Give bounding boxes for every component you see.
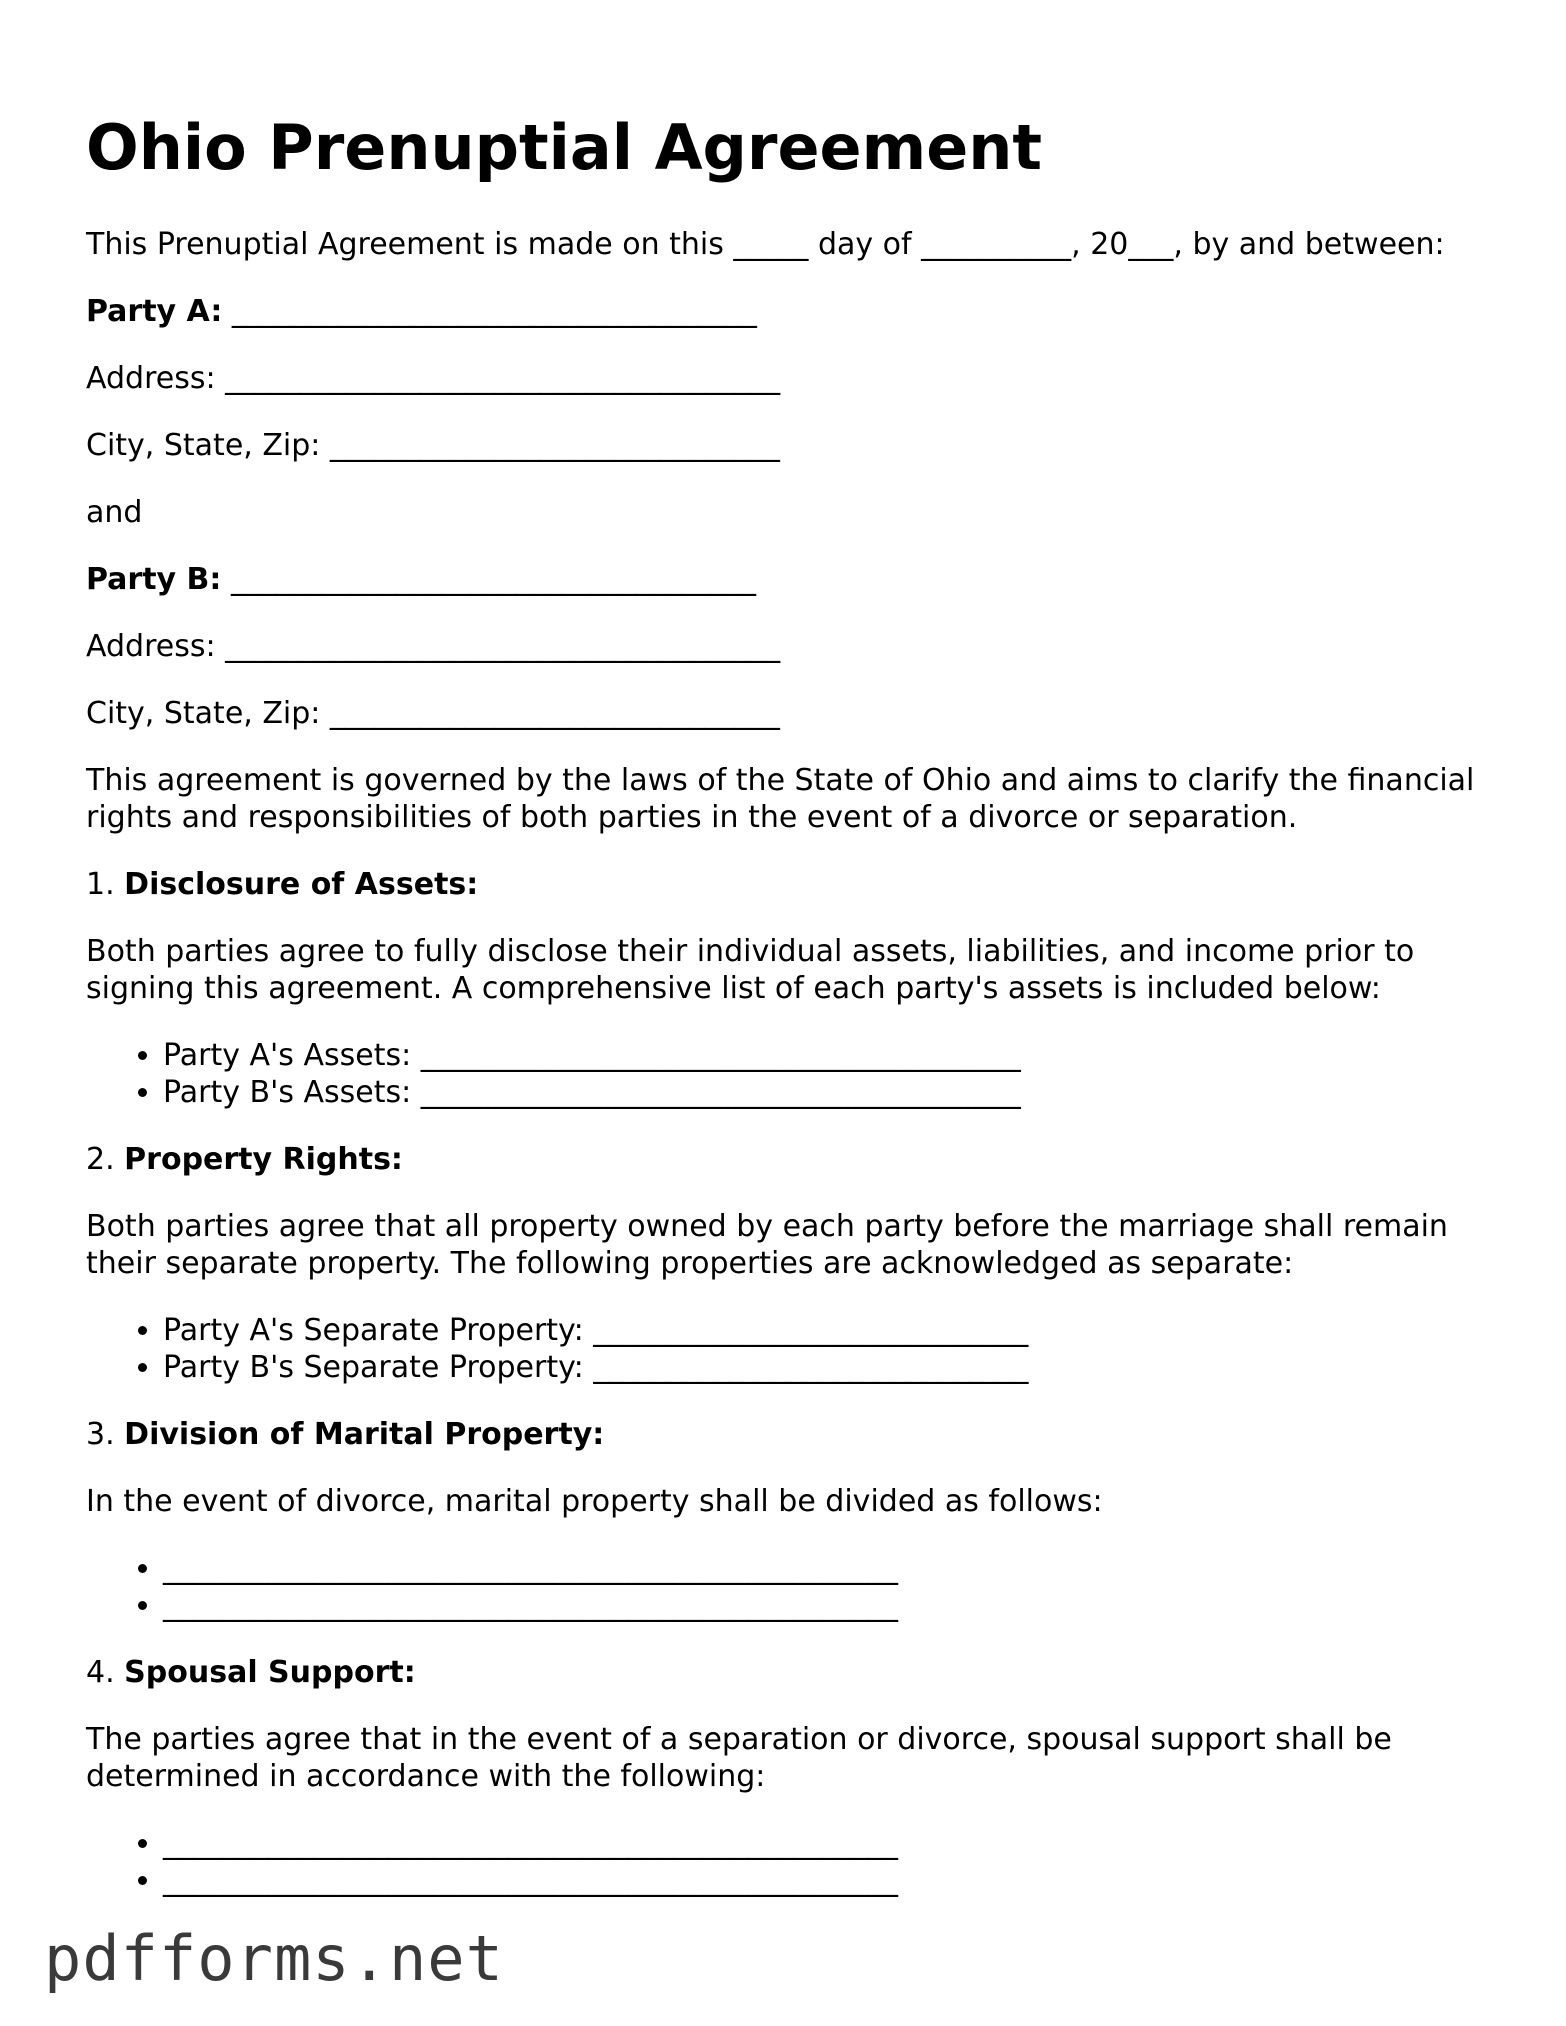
section-body: Both parties agree that all property owned by each party before the marriage shall remain their separate property. The following properties are acknowledged as separate: [86, 1209, 1448, 1281]
section-number: 4. [86, 1655, 115, 1690]
list-item: • Party B's Assets: ________________________________________ [163, 1074, 1506, 1111]
document-page [86, 108, 1506, 1929]
list-item: • Party A's Separate Property: _____________________________ [163, 1312, 1506, 1349]
section-title: Disclosure of Assets: [124, 867, 479, 902]
section-title: Property Rights: [124, 1142, 403, 1177]
section-list [86, 1550, 1506, 1624]
section-number: 3. [86, 1417, 115, 1452]
party-b-address: Address: _____________________________________ [86, 629, 781, 664]
party-b-label: Party B: [86, 562, 222, 597]
section-number: 1. [86, 867, 115, 902]
party-a-city: City, State, Zip: ______________________________ [86, 428, 780, 463]
intro-text: This Prenuptial Agreement is made on this _____ day of __________, 20___, by and between: [86, 227, 1445, 262]
list-item: • Party A's Assets: ________________________________________ [163, 1037, 1506, 1074]
section-list [86, 1037, 1506, 1111]
section-heading [86, 1141, 1506, 1178]
section-heading [86, 1416, 1506, 1453]
document-title: Ohio Prenuptial Agreement [86, 111, 1043, 184]
list-item: • _________________________________________________ [163, 1550, 1506, 1587]
list-item: • _________________________________________________ [163, 1862, 1506, 1899]
section-title: Spousal Support: [124, 1655, 416, 1690]
party-b-name-blank: ___________________________________ [230, 562, 756, 597]
list-item: • _________________________________________________ [163, 1587, 1506, 1624]
section-title: Division of Marital Property: [124, 1417, 605, 1452]
section-list [86, 1825, 1506, 1899]
party-a-line [86, 293, 1506, 330]
and-text: and [86, 495, 143, 530]
section-body: In the event of divorce, marital property shall be divided as follows: [86, 1484, 1103, 1519]
governing-text: This agreement is governed by the laws of the State of Ohio and aims to clarify the financial rights and responsibilities of both parties in the event of a divorce or separation. [86, 763, 1475, 835]
section-heading [86, 866, 1506, 903]
party-b-line [86, 561, 1506, 598]
section-number: 2. [86, 1142, 115, 1177]
section-heading [86, 1654, 1506, 1691]
section-body: Both parties agree to fully disclose their individual assets, liabilities, and income prior to signing this agreement. A comprehensive list of each party's assets is included below: [86, 934, 1415, 1006]
list-item: • Party B's Separate Property: _____________________________ [163, 1349, 1506, 1386]
section-body: The parties agree that in the event of a separation or divorce, spousal support shall be determined in accordance with the following: [86, 1722, 1392, 1794]
watermark-logo: pdfforms.net [44, 1922, 504, 1995]
party-a-address: Address: _____________________________________ [86, 361, 781, 396]
section-list [86, 1312, 1506, 1386]
party-b-city: City, State, Zip: ______________________________ [86, 696, 780, 731]
party-a-name-blank: ___________________________________ [231, 294, 757, 329]
party-a-label: Party A: [86, 294, 223, 329]
list-item: • _________________________________________________ [163, 1825, 1506, 1862]
